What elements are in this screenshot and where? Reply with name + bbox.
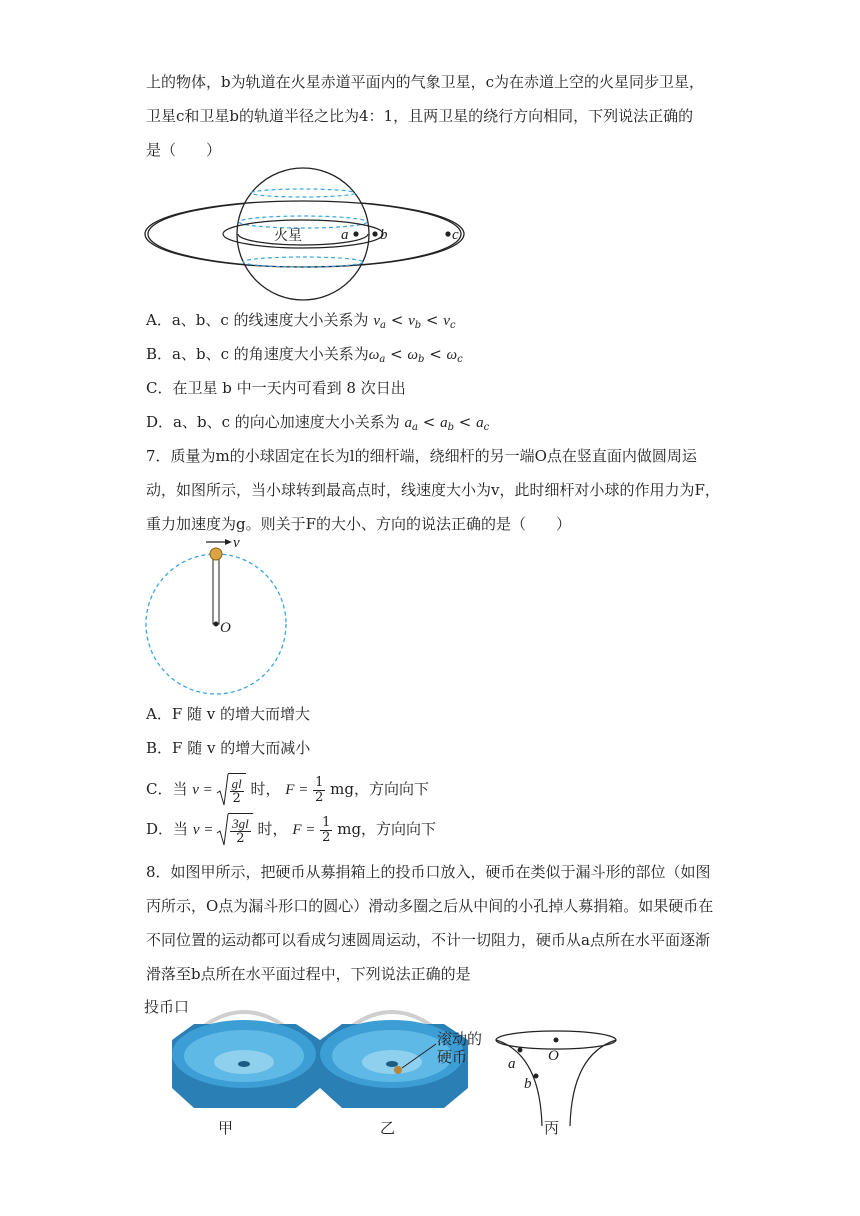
option-b-text: B．	[146, 345, 173, 363]
mars-orbit-diagram	[146, 178, 466, 298]
q7-line-3: 重力加速度为g。则关于F的大小、方向的说法正确的是（ ）	[146, 515, 572, 533]
q7-option-d[interactable]: D．当 v = $\frac{3gl}{2}$ 时， F = $\frac{1}{2}$ mg，方向向下	[146, 814, 437, 846]
donation-box-photo-jia	[164, 1004, 324, 1124]
q7-line-2: 动，如图所示，当小球转到最高点时，线速度大小为v，此时细杆对小球的作用力为F，	[146, 481, 720, 499]
q6-line-2: 卫星c和卫星b的轨道半径之比为4：1，且两卫星的绕行方向相同，下列说法正确的	[146, 107, 694, 125]
q8-line-1: 8．如图甲所示，把硬币从募捐箱上的投币口放入，硬币在类似于漏斗形的部位（如图	[146, 863, 711, 881]
funnel-diagram-bing	[486, 1026, 636, 1136]
caption-yi: 乙	[380, 1119, 396, 1137]
q7-option-a[interactable]: A．F 随 v 的增大而增大	[146, 705, 311, 723]
point-b-label: b	[380, 227, 388, 243]
q6-option-a[interactable]: A．a、b、c 的线速度大小关系为 $v_a < v_b < v_c$	[146, 311, 456, 331]
q7-option-c[interactable]: C．当 v = $\frac{gl}{2}$ 时， F = $\frac{1}{2}$ mg，方向向下	[146, 774, 429, 806]
funnel-b-label: b	[524, 1076, 532, 1092]
sqrt-expression: $\frac{3gl}{2}$	[218, 813, 253, 848]
rod-circle-diagram	[140, 536, 300, 696]
option-a-text: A．	[146, 311, 172, 329]
caption-bing: 丙	[544, 1119, 560, 1137]
funnel-a-label: a	[508, 1056, 516, 1072]
q7-line-1: 7．质量为m的小球固定在长为l的细杆端，绕细杆的另一端O点在竖直面内做圆周运	[146, 447, 697, 465]
q6-option-d[interactable]: D．a、b、c 的向心加速度大小关系为 $a_a < a_b < a_c$	[146, 413, 490, 433]
coin-slot-label: 投币口	[144, 998, 190, 1016]
funnel-o-label: O	[548, 1048, 559, 1064]
option-d-text: a、b、c 的向心加速度大小关系为	[173, 413, 405, 431]
velocity-label: v	[233, 535, 240, 551]
point-c-label: c	[452, 227, 459, 243]
q6-option-b[interactable]: B．a、b、c 的角速度大小关系为$\omega_a < \omega_b < \omega_c$	[146, 345, 463, 365]
point-a-label: a	[341, 227, 349, 243]
q8-line-2: 丙所示，O点为漏斗形口的圆心）滑动多圈之后从中间的小孔掉人募捐箱。如果硬币在	[146, 897, 714, 915]
q7-option-b[interactable]: B．F 随 v 的增大而减小	[146, 739, 311, 757]
center-o-label: O	[220, 620, 231, 636]
q6-option-c[interactable]: C．在卫星 b 中一天内可看到 8 次日出	[146, 379, 406, 397]
rolling-coin-label: 滚动的 硬币	[437, 1030, 483, 1066]
caption-jia: 甲	[218, 1119, 234, 1137]
q8-line-3: 不同位置的运动都可以看成匀速圆周运动，不计一切阻力，硬币从a点所在水平面逐渐	[146, 931, 710, 949]
q6-line-3: 是（ ）	[146, 141, 222, 159]
q6-line-1: 上的物体，b为轨道在火星赤道平面内的气象卫星，c为在赤道上空的火星同步卫星，	[146, 73, 705, 91]
planet-label: 火星	[274, 228, 302, 244]
q8-line-4: 滑落至b点所在水平面过程中，下列说法正确的是	[146, 965, 471, 983]
option-c-text: 在卫星 b 中一天内可看到 8 次日出	[172, 379, 406, 397]
sqrt-expression: $\frac{gl}{2}$	[218, 773, 246, 808]
